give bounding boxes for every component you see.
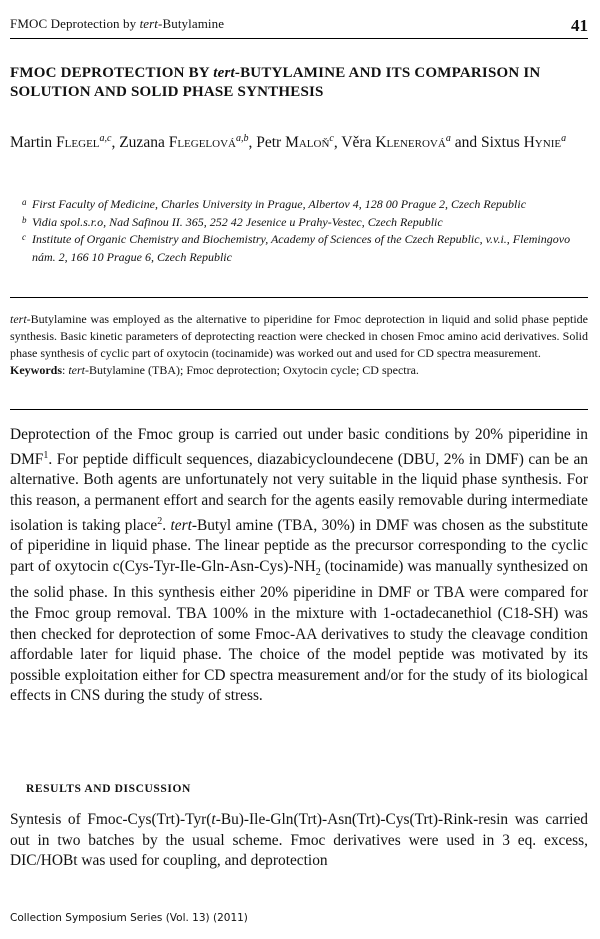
author-last-name: Maloň: [285, 134, 330, 152]
intro-paragraph: [10, 425, 588, 707]
author-separator: ,: [111, 134, 120, 152]
intro-text-2: . For peptide difficult sequences, diazabicycloundecene (DBU, 2% in DMF) can be an alternative. Both agents are unfortunately not very suitable in the liquid phase synthesis. For this reason, a permanent effort and search for the agents easily removable during intermediate isolation is taking place: [10, 450, 588, 534]
affiliation-mark: b: [22, 214, 27, 225]
author: [341, 134, 481, 151]
running-title-prefix: FMOC Deprotection by: [10, 16, 140, 31]
affiliation-mark: a: [22, 197, 27, 207]
title-part1: FMOC DEPROTECTION BY: [10, 65, 214, 81]
page-number: 41: [571, 16, 588, 35]
affiliation-text: Institute of Organic Chemistry and Biochemistry, Academy of Sciences of the Czech Republic, v.v.i., Flemingovo nám. 2, 166 10 Prague 6, Czech Republic: [32, 232, 571, 264]
author-separator: ,: [248, 134, 257, 152]
author-last-name: Flegelová: [168, 134, 236, 152]
author-list: [10, 128, 588, 154]
running-head: [10, 16, 588, 39]
intro-italic-tert: tert: [170, 516, 192, 534]
author-separator: ,: [333, 134, 342, 152]
section-heading: RESULTS AND DISCUSSION: [26, 783, 191, 795]
keywords: [10, 362, 588, 379]
subscript-2: 2: [315, 566, 321, 578]
citation-2: 2: [157, 515, 163, 527]
author: [119, 134, 256, 151]
affiliation: [22, 196, 588, 214]
title-italic: tert: [213, 65, 235, 81]
author-last-name: Hynie: [523, 134, 562, 152]
intro-text-3: .: [162, 516, 171, 534]
intro-text-5: (tocinamide) was manually synthesized on the solid phase. In this synthesis either 20% piperidine in DMF or TBA were compared for the Fmoc group removal. TBA 100% in the mixture with 1-octadecanethiol (C18-SH) was then checked for deprotection of some Fmoc-AA derivatives to study the cleavage condition affordable later for liquid phase. The choice of the model peptide was motivated by its possible exploitation either for CD spectra measurement and/or for the study of its biological effects in CNS during the study of stress.: [10, 557, 588, 705]
keywords-label: Keywords: [10, 363, 62, 377]
keywords-colon: :: [62, 363, 69, 377]
author-separator: and: [450, 134, 481, 152]
intro-text-1: Deprotection of the Fmoc group is carried out under basic conditions by 20% piperidine in DMF: [10, 426, 588, 468]
running-title-italic: tert: [139, 16, 159, 31]
author-first-name: Věra: [341, 134, 376, 152]
keywords-text: -Butylamine (TBA); Fmoc deprotection; Oxytocin cycle; CD spectra.: [85, 363, 419, 377]
results-italic-t: t: [211, 811, 216, 828]
author-first-name: Zuzana: [119, 134, 169, 152]
author-first-name: Sixtus: [480, 134, 524, 152]
title-part2: -BUTYLAMINE AND ITS COMPARISON IN SOLUTION AND SOLID PHASE SYNTHESIS: [10, 65, 541, 100]
results-paragraph: [10, 810, 588, 872]
affiliation: [22, 231, 588, 266]
intro-text-4: -Butyl amine (TBA, 30%) in DMF was chosen as the substitute of piperidine in liquid phase. The linear peptide as the precursor corresponding to the cyclic part of oxytocin c(Cys-Tyr-Ile-Gln-Asn-Cys)-NH: [10, 516, 588, 575]
running-title-suffix: -Butylamine: [158, 16, 225, 31]
affiliation-list: [22, 196, 588, 266]
running-title: [10, 16, 224, 32]
author-affiliation-mark: a: [561, 133, 567, 144]
results-text-1: Syntesis of Fmoc-Cys(Trt)-Tyr(: [10, 811, 212, 828]
author-first-name: Martin: [10, 134, 57, 152]
abstract: [10, 311, 588, 362]
abstract-lead-italic: tert: [10, 312, 27, 326]
author-affiliation-mark: a,b: [235, 133, 249, 144]
keywords-italic: tert: [68, 363, 86, 377]
abstract-box: [10, 297, 588, 410]
author-first-name: Petr: [256, 134, 286, 152]
author-affiliation-mark: a: [445, 133, 451, 144]
author: [481, 134, 566, 151]
author-last-name: Flegel: [56, 134, 100, 152]
affiliation-mark: c: [22, 232, 26, 242]
affiliation-text: Vidia spol.s.r.o, Nad Safinou II. 365, 252 42 Jesenice u Prahy-Vestec, Czech Republic: [32, 214, 443, 229]
affiliation-text: First Faculty of Medicine, Charles University in Prague, Albertov 4, 128 00 Prague 2, Czech Republic: [32, 197, 527, 211]
author-affiliation-mark: c: [329, 133, 334, 144]
citation-1: 1: [43, 449, 49, 461]
page-footer: Collection Symposium Series (Vol. 13) (2011): [10, 912, 248, 924]
article-title: [10, 64, 588, 102]
abstract-text: -Butylamine was employed as the alternative to piperidine for Fmoc deprotection in liquid and solid phase peptide synthesis. Basic kinetic parameters of deprotecting reaction were checked in chosen Fmoc amino acid derivatives. Solid phase synthesis of cyclic part of oxytocin (tocinamide) was worked out and used for CD spectra measurement.: [10, 312, 588, 360]
author-affiliation-mark: a,c: [99, 133, 112, 144]
author: [10, 134, 119, 151]
affiliation: [22, 214, 588, 232]
results-text-2: -Bu)-Ile-Gln(Trt)-Asn(Trt)-Cys(Trt)-Rink-resin was carried out in two batches by the usual scheme. Fmoc derivatives were used in 3 eq. excess, DIC/HOBt was used for coupling, and deprotection: [10, 811, 589, 870]
author: [256, 134, 341, 151]
author-last-name: Klenerová: [375, 134, 446, 152]
